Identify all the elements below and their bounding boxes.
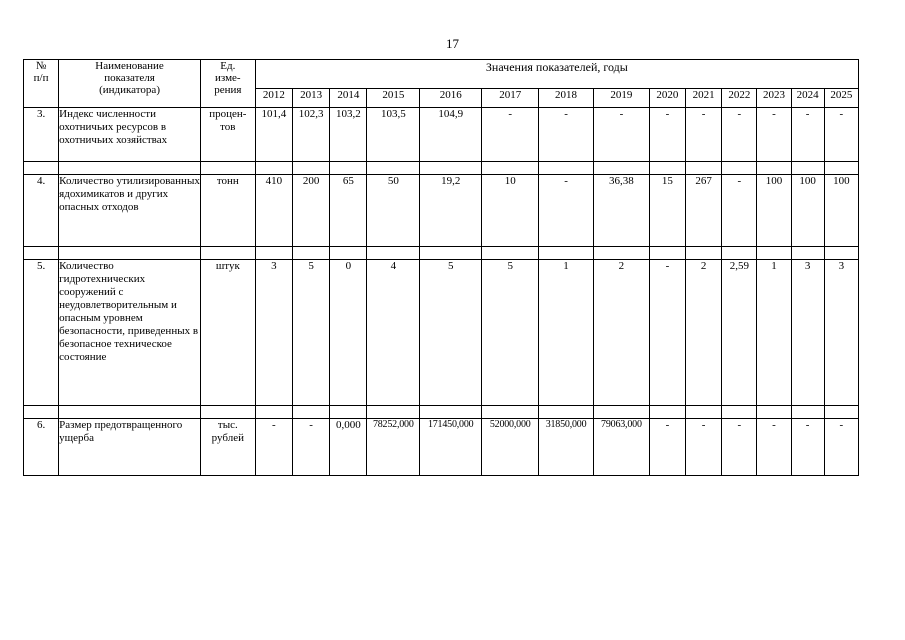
value-cell: 3 [791, 260, 824, 406]
header-year: 2017 [482, 89, 539, 108]
header-year: 2020 [649, 89, 685, 108]
header-year: 2023 [757, 89, 791, 108]
value-cell: 31850,000 [539, 419, 594, 476]
value-cell: 5 [292, 260, 329, 406]
value-cell: 102,3 [292, 108, 329, 162]
row-spacer [24, 406, 859, 419]
value-cell: - [757, 108, 791, 162]
unit-of-measure: процен- тов [200, 108, 255, 162]
value-cell: - [722, 419, 757, 476]
value-cell: 1 [539, 260, 594, 406]
unit-of-measure: штук [200, 260, 255, 406]
value-cell: - [824, 108, 858, 162]
indicator-name: Количество гидротехнических сооружений с неудовлетворительным и опасным уровнем безопасности, приведенных в безопасное техническое состояние [59, 260, 201, 406]
value-cell: 1 [757, 260, 791, 406]
value-cell: 52000,000 [482, 419, 539, 476]
value-cell: - [722, 108, 757, 162]
header-year: 2021 [686, 89, 722, 108]
header-values-group: Значения показателей, годы [255, 60, 858, 89]
table-row [24, 175, 859, 247]
value-cell: 2 [686, 260, 722, 406]
value-cell: 0 [330, 260, 367, 406]
value-cell: - [539, 108, 594, 162]
page-number: 17 [446, 36, 459, 51]
value-cell: 100 [791, 175, 824, 247]
value-cell: - [686, 419, 722, 476]
row-spacer [24, 247, 859, 260]
value-cell: - [649, 108, 685, 162]
header-name: Наименование показателя (индикатора) [59, 60, 201, 108]
value-cell: 104,9 [420, 108, 482, 162]
row-number: 6. [24, 419, 59, 476]
header-year: 2014 [330, 89, 367, 108]
value-cell: 267 [686, 175, 722, 247]
row-number: 5. [24, 260, 59, 406]
indicator-name: Индекс численности охотничьих ресурсов в охотничьих хозяйствах [59, 108, 201, 162]
value-cell: 78252,000 [367, 419, 420, 476]
indicator-name: Количество утилизированных ядохимикатов и других опасных отходов [59, 175, 201, 247]
table-row [24, 419, 859, 476]
value-cell: - [686, 108, 722, 162]
unit-of-measure: тыс. рублей [200, 419, 255, 476]
value-cell: 2,59 [722, 260, 757, 406]
value-cell: 5 [420, 260, 482, 406]
value-cell: 171450,000 [420, 419, 482, 476]
value-cell: 200 [292, 175, 329, 247]
value-cell: 2 [593, 260, 649, 406]
value-cell: 103,5 [367, 108, 420, 162]
value-cell: 79063,000 [593, 419, 649, 476]
header-year: 2025 [824, 89, 858, 108]
value-cell: - [482, 108, 539, 162]
value-cell: 100 [824, 175, 858, 247]
value-cell: - [757, 419, 791, 476]
value-cell: - [722, 175, 757, 247]
value-cell: 3 [255, 260, 292, 406]
value-cell: 19,2 [420, 175, 482, 247]
value-cell: 103,2 [330, 108, 367, 162]
header-year: 2018 [539, 89, 594, 108]
value-cell: - [255, 419, 292, 476]
value-cell: 50 [367, 175, 420, 247]
table-row [24, 108, 859, 162]
header-num: № п/п [24, 60, 59, 108]
value-cell: - [649, 419, 685, 476]
value-cell: 101,4 [255, 108, 292, 162]
value-cell: - [292, 419, 329, 476]
value-cell: - [593, 108, 649, 162]
indicator-name: Размер предотвращенного ущерба [59, 419, 201, 476]
header-year: 2012 [255, 89, 292, 108]
header-year: 2024 [791, 89, 824, 108]
value-cell: - [539, 175, 594, 247]
value-cell: 5 [482, 260, 539, 406]
table-row [24, 260, 859, 406]
header-year: 2015 [367, 89, 420, 108]
value-cell: - [791, 419, 824, 476]
value-cell: 36,38 [593, 175, 649, 247]
value-cell: 100 [757, 175, 791, 247]
value-cell: - [649, 260, 685, 406]
indicators-table [23, 59, 859, 476]
value-cell: 410 [255, 175, 292, 247]
unit-of-measure: тонн [200, 175, 255, 247]
row-spacer [24, 162, 859, 175]
value-cell: 10 [482, 175, 539, 247]
value-cell: 3 [824, 260, 858, 406]
value-cell: 15 [649, 175, 685, 247]
value-cell: 65 [330, 175, 367, 247]
header-year: 2013 [292, 89, 329, 108]
value-cell: - [824, 419, 858, 476]
header-year: 2022 [722, 89, 757, 108]
value-cell: 0,000 [330, 419, 367, 476]
header-unit: Ед. изме- рения [200, 60, 255, 108]
row-number: 3. [24, 108, 59, 162]
header-year: 2016 [420, 89, 482, 108]
value-cell: - [791, 108, 824, 162]
header-year: 2019 [593, 89, 649, 108]
value-cell: 4 [367, 260, 420, 406]
row-number: 4. [24, 175, 59, 247]
